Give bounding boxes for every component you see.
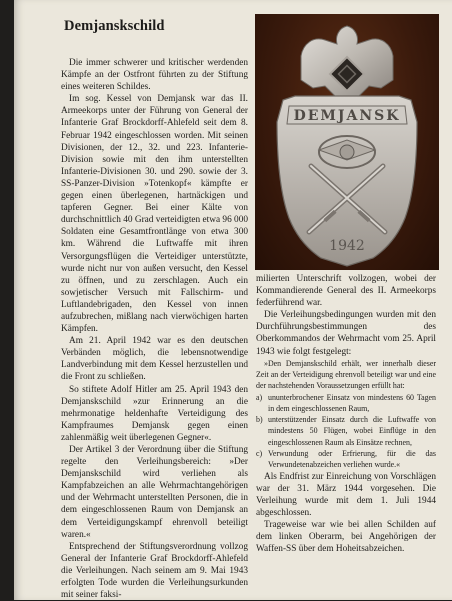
list-item: a) ununterbrochener Einsatz von mindestens 60 Tagen in dem eingeschlossenen Raum, [256, 392, 436, 413]
paragraph-continuation: milierten Unterschrift vollzogen, wobei der Kommandierende General des II. Armeekorps federführend war. [256, 274, 436, 309]
paragraph-trageweise: Trageweise war wie bei allen Schilden auf dem linken Oberarm, bei Angehörigen der Waffen-SS über dem Hoheitsabzeichen. [256, 520, 436, 555]
page-title: Demjanskschild [64, 18, 165, 34]
paragraph-verleihungen: Entsprechend der Stiftungsverordnung vollzog General der Infanterie Graf Brockdorff-Ahlefeld die Verleihungen. Nach seinem am 9. Mai 1943 erfolgten Tode wurden die Verleihungsurkunden mit seiner faksi- [61, 541, 248, 601]
list-item: b) unterstützender Einsatz durch die Luftwaffe von mindestens 50 Flügen, wobei Einflüge in den eingeschlossenen Raum als Einsätze rechnen, [256, 415, 436, 447]
paragraph-intro: Die immer schwerer und kritischer werdenden Kämpfe an der Ostfront führten zu der Stiftung eines weiteren Schildes. [61, 58, 248, 93]
paragraph-artikel3: Der Artikel 3 der Verordnung über die Stiftung regelte den Verleihungsbereich: »Der Demjanskschild wird verliehen als Kampfabzeichen an alle Wehrmachtangehörigen und der Wehrmacht unterstellten Personen, die in dem eingeschlossenen Raum von Demjansk an dem Verteidigungskampf ehrenvoll beteiligt waren.« [61, 445, 248, 540]
book-page [14, 0, 452, 600]
right-column [256, 273, 436, 555]
paragraph-kessel: Im sog. Kessel von Demjansk war das II. Armeekorps unter der Führung von General der Infanterie Graf Brockdorff-Ahlefeld seit dem 8. Februar 1942 eingeschlossen worden. Mit seinen Divisionen, der 12., 32. und 223. Infanterie-Division sowie mit den ihm unterstellten Infanterie-Divisionen 30. und 290. sowie der 3. SS-Panzer-Division »Totenkopf« kämpfte er gegen einen überlegenen, hartnäckigen und tapferen Gegner. Bei einer Kälte von durchschnittlich 40 Grad verteidigten etwa 96 000 Soldaten eine Gesamtfrontlänge von etwa 300 km. Während die Luftwaffe mit ihren Versorgungsflügen die Verteidiger unterstützte, wurde nicht nur von außen versucht, den Kessel zu öffnen, und zu zerschlagen. Auch ein sowjetischer Versuch mit Fallschirm- und Luftlandebrigaden, den Kessel von innen aufzubrechen, mißlang nach vierwöchigen harten Kämpfen. [61, 94, 248, 335]
paragraph-stiftung: So stiftete Adolf Hitler am 25. April 1943 den Demjanskschild »zur Erinnerung an die mehrmonatige heldenhafte Verteidigung des Kampfraumes Demjansk gegen einen zahlenmäßig weit überlegenen Gegner«. [61, 384, 248, 443]
demjansk-shield-photo [255, 14, 439, 270]
paragraph-bedingungen: Die Verleihungsbedingungen wurden mit den Durchführungsbestimmungen des Oberkommandos der Wehrmacht vom 25. April 1943 wie folgt festgelegt: [256, 310, 436, 357]
paragraph-endfrist: Als Endfrist zur Einreichung von Vorschlägen war der 31. März 1944 vorgesehen. Die Verleihung wurde mit dem 1. Juli 1944 abgeschlossen. [256, 471, 436, 518]
list-item: c) Verwundung oder Erfrierung, für die das Verwundetenabzeichen verliehen wurde.« [256, 449, 436, 470]
shield-year-text: 1942 [329, 238, 365, 254]
quote-intro: »Den Demjanskschild erhält, wer innerhalb dieser Zeit an der Verteidigung ehrenvoll beteiligt war und eine der nachstehenden Voraussetzungen erfüllt hat: [256, 358, 436, 391]
left-column [61, 57, 248, 601]
demjansk-shield-image [255, 14, 439, 270]
shield-banner-text: DEMJANSK [293, 108, 401, 124]
paragraph-landverbindung: Am 21. April 1942 war es den deutschen Verbänden möglich, die lebensnotwendige Landverbindung mit dem Kessel herzustellen und die Front zu schließen. [61, 336, 248, 383]
conditions-list [256, 392, 436, 471]
